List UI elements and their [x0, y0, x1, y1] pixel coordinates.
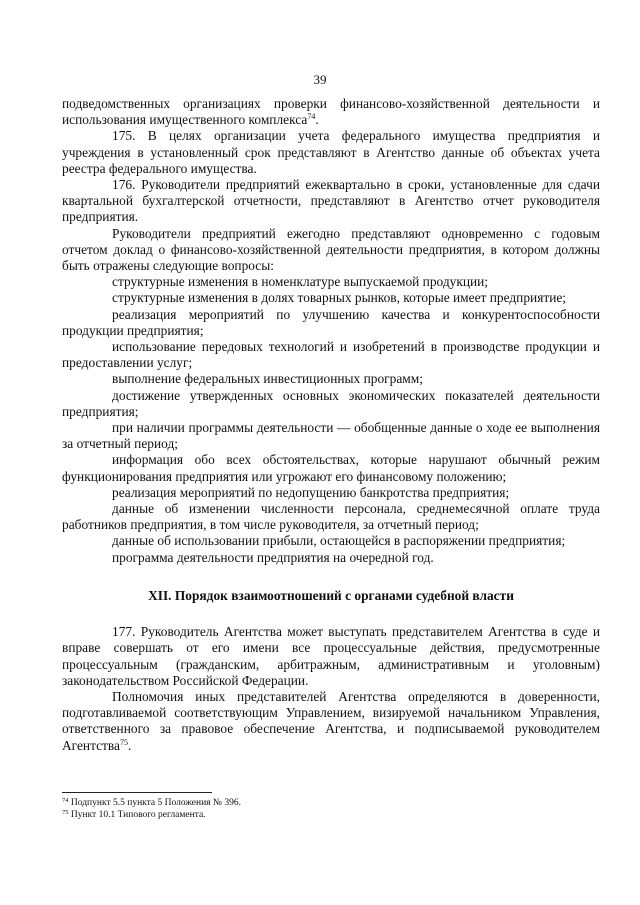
- paragraph-continuation: [62, 96, 600, 128]
- footnote-74: [62, 797, 600, 809]
- list-item: выполнение федеральных инвестиционных программ;: [112, 371, 423, 387]
- section-heading: XII. Порядок взаимоотношений с органами судебной власти: [148, 587, 514, 603]
- list-item: реализация мероприятий по улучшению качества и конкурентоспособности продукции предприятия;: [62, 306, 600, 338]
- list-item: данные об изменении численности персонала, среднемесячной оплате труда работников предприятия, в том числе руководителя, за отчетный период;: [62, 501, 600, 533]
- paragraph-authority: [62, 689, 600, 754]
- footnote-mark: 75: [62, 809, 69, 816]
- paragraph-annual-report: Руководители предприятий ежегодно представляют одновременно с годовым отчетом доклад о финансово-хозяйственной деятельности предприятия, в котором должны быть отражены следующие вопросы:: [62, 225, 600, 274]
- list-item: использование передовых технологий и изобретений в производстве продукции и предоставлении услуг;: [62, 339, 600, 371]
- list-item: информация обо всех обстоятельствах, которые нарушают обычный режим функционирования предприятия или угрожают его финансовому положению;: [62, 452, 600, 484]
- footnote-ref-74[interactable]: 74: [307, 112, 316, 122]
- paragraph-tail: .: [128, 737, 132, 753]
- paragraph-176: 176. Руководители предприятий ежеквартально в сроки, установленные для сдачи квартальной бухгалтерской отчетности, представляют в Агентство отчет руководителя предприятия.: [62, 177, 600, 225]
- paragraph-175: 175. В целях организации учета федерального имущества предприятия и учреждения в установленный срок представляют в Агентство данные об объектах учета реестра федерального имущества.: [62, 128, 600, 176]
- footnote-75: [62, 809, 600, 821]
- footnote-ref-75[interactable]: 75: [120, 737, 128, 747]
- page-number: 39: [313, 72, 327, 87]
- list-item: структурные изменения в долях товарных рынков, которые имеет предприятие;: [112, 290, 567, 306]
- paragraph-177: 177. Руководитель Агентства может выступать представителем Агентства в суде и вправе совершать от его имени все процессуальные действия, предусмотренные процессуальным (гражданским, арбитражным, административным и уголовным) законодательством Российской Федерации.: [62, 624, 600, 688]
- list-item: достижение утвержденных основных экономических показателей деятельности предприятия;: [62, 387, 600, 419]
- paragraph-tail: .: [315, 112, 319, 128]
- list-item: реализация мероприятий по недопущению банкротства предприятия;: [112, 484, 510, 500]
- footnotes: [62, 797, 600, 821]
- list-item: структурные изменения в номенклатуре выпускаемой продукции;: [112, 274, 489, 290]
- paragraph-text: Полномочия иных представителей Агентства определяются в доверенности, подготавливаемой соответствующим Управлением, визируемой начальником Управления, ответственного за правовое обеспечение Агентства, и подписываемой руководителем Агентства: [62, 688, 600, 753]
- document-body: [62, 96, 600, 754]
- footnote-text: Пункт 10.1 Типового регламента.: [68, 810, 206, 820]
- list-item: при наличии программы деятельности — обобщенные данные о ходе ее выполнения за отчетный период;: [62, 420, 600, 452]
- paragraph-text: подведомственных организациях проверки финансово-хозяйственной деятельности и использования имущественного комплекса: [62, 96, 600, 128]
- footnote-text: Подпункт 5.5 пункта 5 Положения № 396.: [68, 798, 241, 808]
- footnote-mark: 74: [62, 797, 69, 804]
- list-item: программа деятельности предприятия на очередной год.: [112, 549, 434, 565]
- list-item: данные об использовании прибыли, остающейся в распоряжении предприятия;: [112, 533, 566, 549]
- footnote-divider: [62, 792, 212, 793]
